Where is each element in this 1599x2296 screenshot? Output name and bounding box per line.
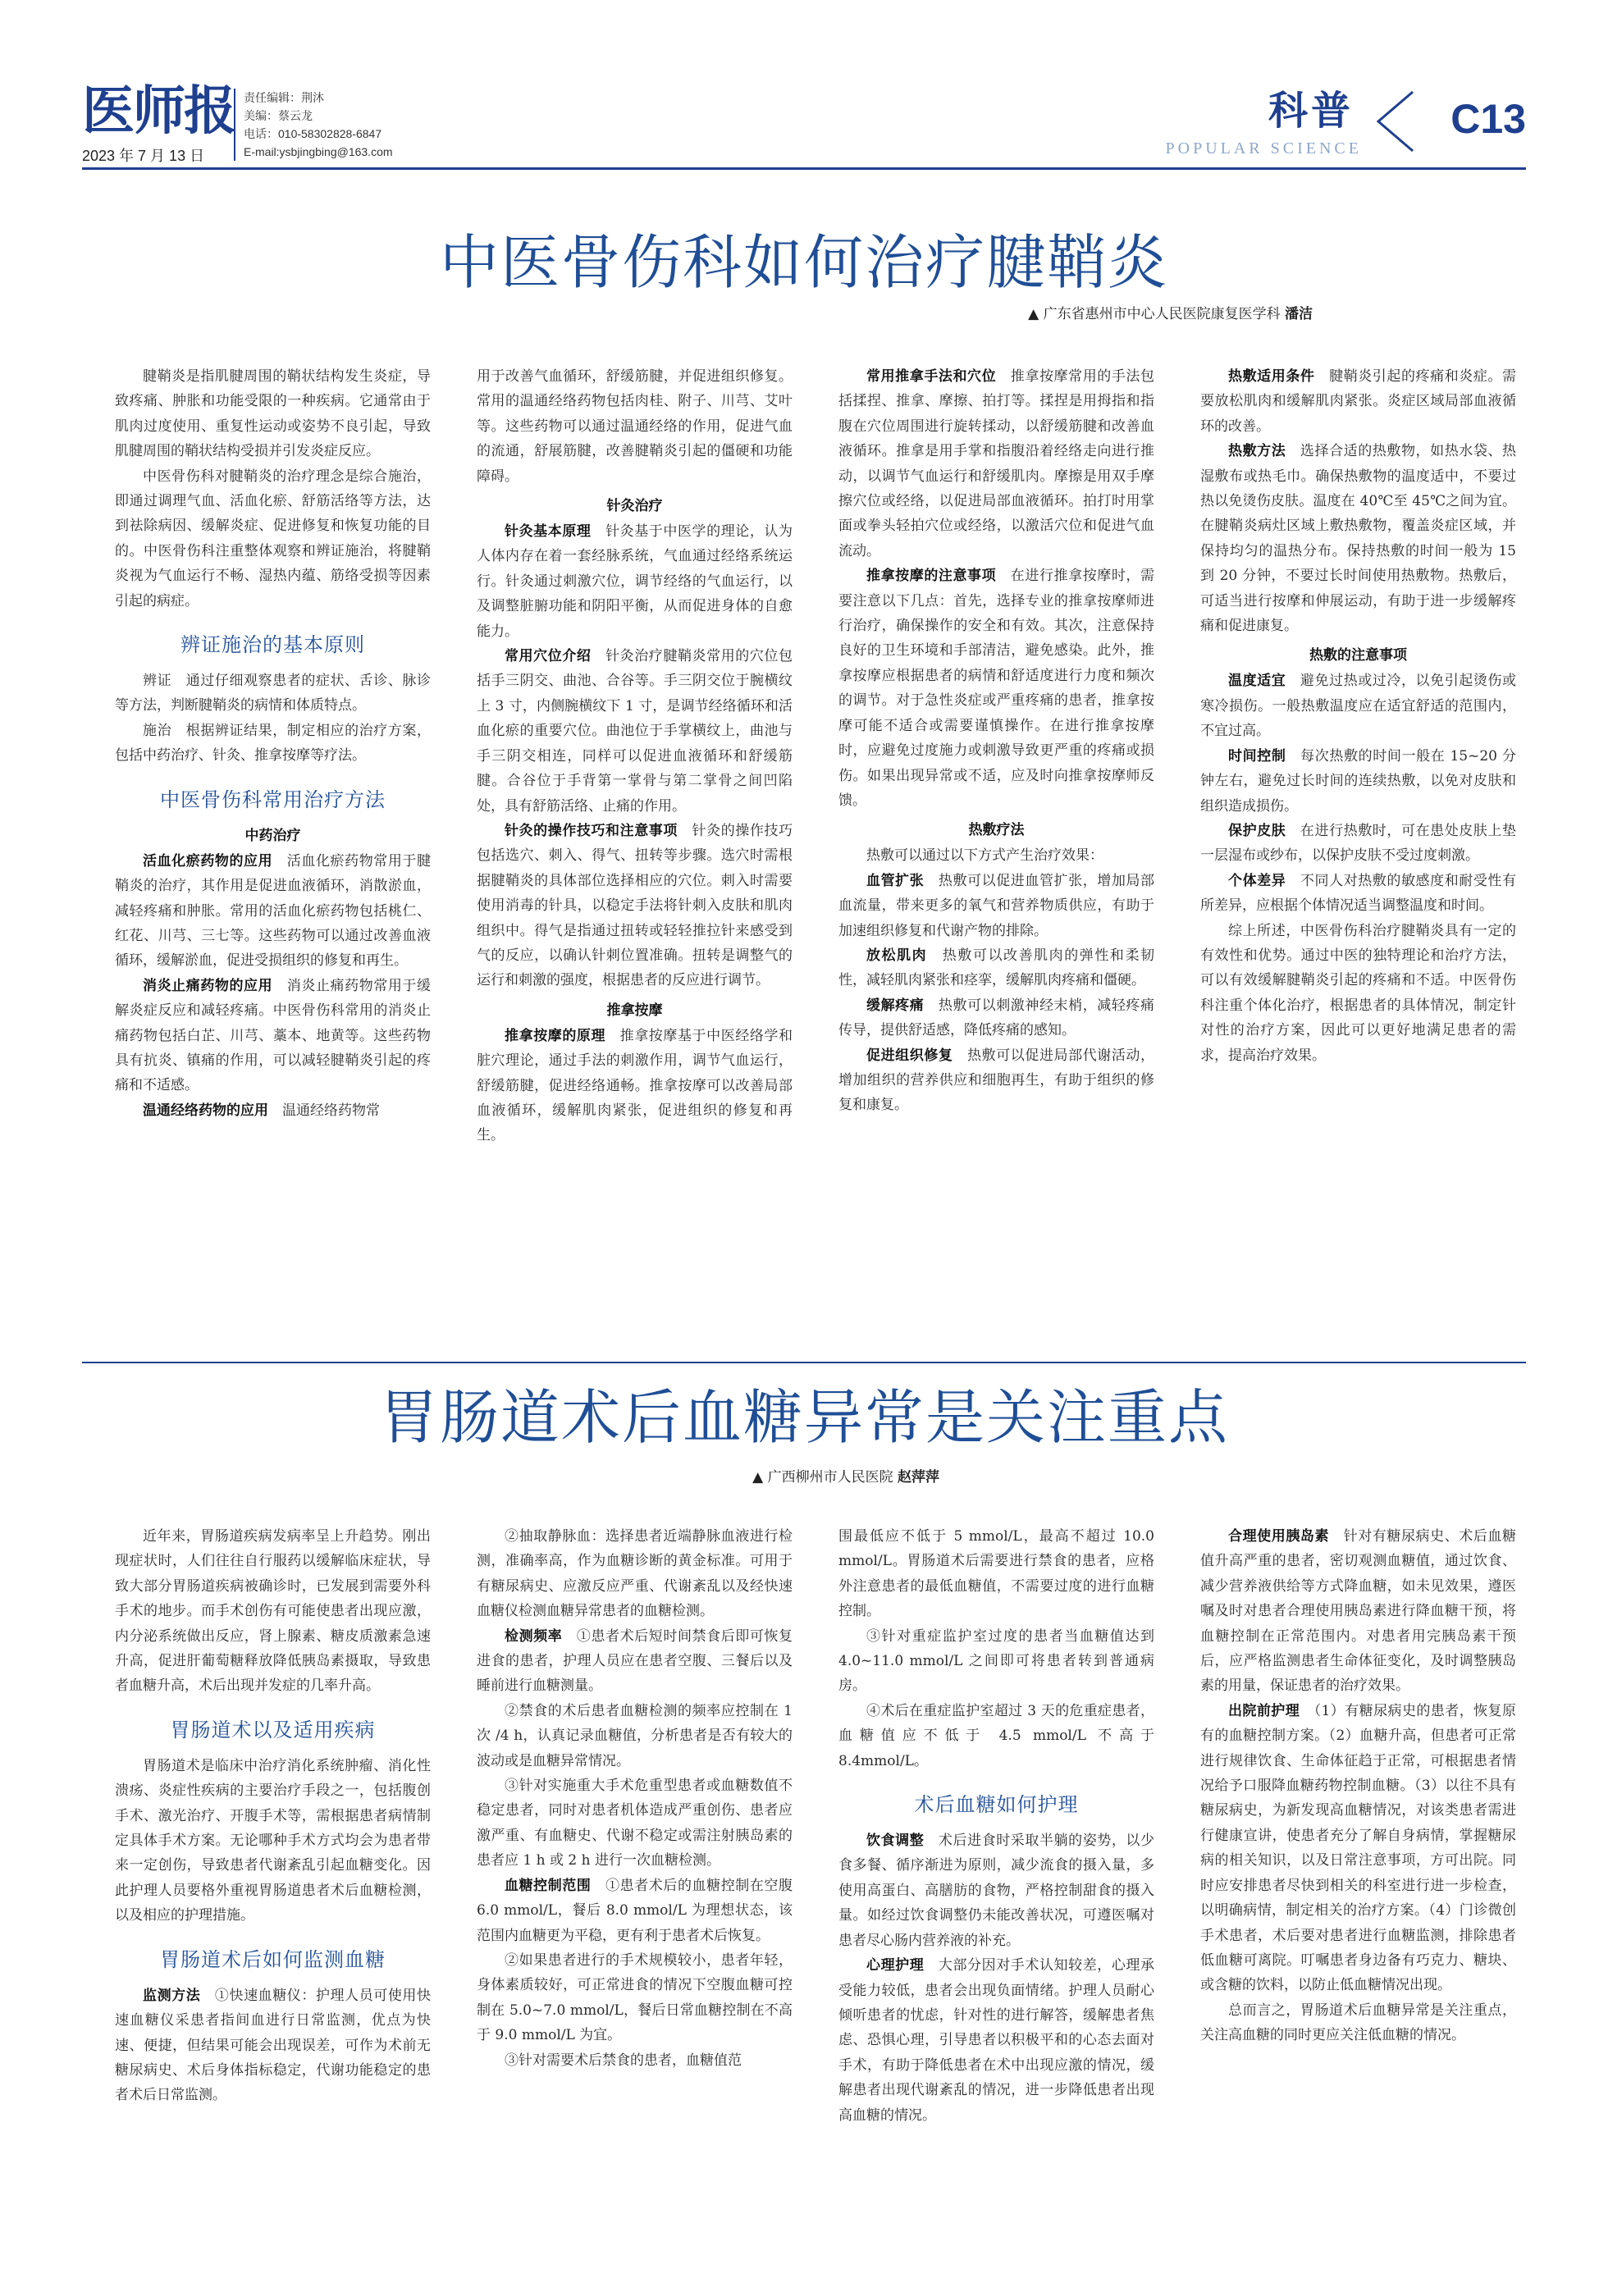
- chevron-left-icon: [1370, 89, 1419, 154]
- paragraph: [477, 2048, 793, 2073]
- paragraph: [838, 564, 1154, 813]
- paragraph-lead: 常用穴位介绍: [505, 648, 592, 665]
- article2-byline: [82, 1465, 939, 1486]
- paragraph-lead: 促进组织修复: [866, 1047, 953, 1064]
- paragraph-lead: 常用推拿手法和穴位: [866, 368, 997, 385]
- paragraph-text: ②如果患者进行的手术规模较小，患者年轻，身体素质较好，可正常进食的情况下空腹血糖可控制在 5.0~7.0 mmol/L，餐后日常血糖控制在不高于 9.0 mmol/L 为宜。: [477, 1951, 793, 2044]
- paragraph-text: 热敷可以通过以下方式产生治疗效果：: [866, 847, 1103, 865]
- paragraph: [477, 1024, 793, 1148]
- text-column: [1200, 364, 1516, 1308]
- subsection-heading: 中药治疗: [244, 827, 301, 844]
- paragraph: [477, 644, 793, 819]
- article-divider: [82, 1362, 1526, 1363]
- paragraph: [838, 869, 1154, 943]
- paragraph: [1200, 1699, 1516, 1998]
- paragraph: [115, 464, 431, 614]
- paragraph-lead: 监测方法: [143, 1987, 201, 2004]
- article1-body: [115, 364, 1516, 1308]
- paragraph-text: 腱鞘炎是指肌腱周围的鞘状结构发生炎症，导致疼痛、肿胀和功能受限的一种疾病。它通常由于肌肉过度使用、重复性运动或姿势不良引起，导致肌腱周围的鞘状结构受损并引发炎症反应。: [115, 368, 431, 460]
- paragraph-text: 热敷可以促进血管扩张，增加局部血流量，带来更多的氧气和营养物质供应，有助于加速组织修复和代谢产物的排除。: [838, 872, 1154, 939]
- paragraph: [1200, 1998, 1516, 2048]
- paragraph-text: ②抽取静脉血：选择患者近端静脉血液进行检测，准确率高，作为血糖诊断的黄金标准。可用于有糖尿病史、应激反应严重、代谢紊乱以及经快速血糖仪检测血糖异常患者的血糖检测。: [477, 1528, 793, 1620]
- paragraph-text: 胃肠道术是临床中治疗消化系统肿瘤、消化性溃疡、炎症性疾病的主要治疗手段之一，包括腹创手术、激光治疗、开腹手术等，需根据患者病情制定具体手术方案。无论哪种手术方式均会为患者带来一定创伤，导致患者代谢紊乱引起血糖变化。因此护理人员要格外重视胃肠道患者术后血糖检测，以及相应的护理措施。: [115, 1757, 431, 1924]
- paragraph-lead: 饮食调整: [866, 1833, 925, 1850]
- paragraph-lead: 推拿按摩的注意事项: [866, 568, 997, 585]
- paragraph: [1200, 669, 1516, 743]
- paragraph-text: 术后进食时采取半躺的姿势，以少食多餐、循序渐进为原则，减少流食的摄入量，多使用高蛋白、高膳肪的食物，严格控制甜食的摄入量。如经过饮食调整仍未能改善状况，可遵医嘱对患者尽心肠内营养液的补充。: [838, 1833, 1154, 1949]
- byline-org: 广西柳州市人民医院: [767, 1469, 893, 1486]
- text-column: [477, 364, 793, 1308]
- triangle-icon: ▲: [752, 1469, 768, 1486]
- article2-body: [115, 1524, 1516, 2246]
- article2-title: 胃肠道术后血糖异常是关注重点: [378, 1383, 1229, 1452]
- section-title-en: POPULAR SCIENCE: [1165, 139, 1362, 157]
- masthead: [82, 82, 1526, 164]
- subsection-heading: 针灸治疗: [606, 498, 663, 515]
- paragraph: [1200, 439, 1516, 638]
- paragraph-text: 针灸基于中医学的理论，认为人体内存在着一套经脉系统，气血通过经络系统运行。针灸通过刺激穴位，调节经络的气血运行，以及调整脏腑功能和阴阳平衡，从而促进身体的自愈能力。: [477, 523, 793, 640]
- paragraph: [477, 364, 793, 489]
- issue-date: 2023 年 7 月 13 日: [82, 148, 205, 164]
- paragraph: [838, 843, 1154, 868]
- paragraph-text: 中医骨伤科对腱鞘炎的治疗理念是综合施治，即通过调理气血、活血化瘀、舒筋活络等方法，达到祛除病因、缓解炎症、促进修复和恢复功能的目的。中医骨伤科注重整体观察和辨证施治，将腱鞘炎视为气血运行不畅、湿热内蕴、筋络受损等因素引起的病症。: [115, 468, 431, 609]
- paragraph-text: 避免过热或过冷，以免引起烫伤或寒冷损伤。一般热敷温度应在适宜舒适的范围内，不宜过高。: [1200, 673, 1516, 740]
- paragraph-lead: 时间控制: [1228, 747, 1286, 765]
- paragraph-text: 温通经络药物常: [268, 1102, 380, 1119]
- article1-title: 中医骨伤科如何治疗腱鞘炎: [439, 228, 1168, 297]
- paragraph-text: 施治 根据辨证结果，制定相应的治疗方案，包括中药治疗、针灸、推拿按摩等疗法。: [115, 722, 431, 765]
- paragraph-text: 综上所述，中医骨伤科治疗腱鞘炎具有一定的有效性和优势。通过中医的独特理论和治疗方法，可以有效缓解腱鞘炎引起的疼痛和不适。中医骨伤科注重个体化治疗，根据患者的具体情况，制定针对性的治疗方案，因此可以更好地满足患者的需求，提高治疗效果。: [1200, 922, 1516, 1064]
- paragraph: [115, 974, 431, 1098]
- paragraph: [1200, 364, 1516, 439]
- paragraph: [1200, 744, 1516, 819]
- paragraph: [115, 1098, 431, 1123]
- phone-line: 电话：010-58302828-6847: [244, 127, 382, 140]
- paragraph-text: 用于改善气血循环，舒缓筋腱，并促进组织修复。常用的温通经络药物包括肉桂、附子、川芎、艾叶等。这些药物可以通过温通经络的作用，促进气血的流通，舒展筋腱，改善腱鞘炎引起的僵硬和功能障碍。: [477, 368, 793, 485]
- email-line: E-mail:ysbjingbing@163.com: [244, 145, 393, 158]
- paragraph-text: ①患者术后短时间禁食后即可恢复进食的患者，护理人员应在患者空腹、三餐后以及睡前进行血糖测量。: [477, 1627, 793, 1695]
- paragraph-text: ②禁食的术后患者血糖检测的频率应控制在 1 次 /4 h，认真记录血糖值，分析患者是否有较大的波动或是血糖异常情况。: [477, 1702, 793, 1769]
- paragraph-lead: 热敷方法: [1228, 443, 1286, 460]
- paragraph: [838, 364, 1154, 564]
- section-title: 科普: [1268, 88, 1354, 134]
- paragraph-text: 活血化瘀药物常用于腱鞘炎的治疗，其作用是促进血液循环，消散淤血，减轻疼痛和肿胀。常用的活血化瘀药物包括桃仁、红花、川芎、三七等。这些药物可以通过改善血液循环，缓解淤血，促进受损组织的修复和再生。: [115, 852, 431, 970]
- paragraph: [115, 719, 431, 769]
- byline-author: 潘洁: [1285, 306, 1313, 322]
- text-column: [838, 1524, 1154, 2246]
- paragraph-lead: 针灸的操作技巧和注意事项: [505, 822, 678, 839]
- paragraph-text: ④术后在重症监护室超过 3 天的危重症患者，血糖值应不低于 4.5 mmol/L 不高于 8.4mmol/L。: [838, 1702, 1154, 1769]
- paragraph-text: 围最低应不低于 5 mmol/L，最高不超过 10.0 mmol/L。胃肠道术后需要进行禁食的患者，应格外注意患者的最低血糖值，不需要过度的进行血糖控制。: [838, 1528, 1154, 1620]
- paragraph-lead: 活血化瘀药物的应用: [143, 852, 273, 870]
- paragraph: [1200, 1524, 1516, 1699]
- subsection-heading: 热敷的注意事项: [1309, 647, 1407, 664]
- masthead-rule: [82, 167, 1526, 170]
- paragraph: [477, 1874, 793, 1948]
- text-column: [115, 364, 431, 1308]
- paragraph-text: 热敷可以改善肌肉的弹性和柔韧性，减轻肌肉紧张和痉挛，缓解肌肉疼痛和僵硬。: [838, 947, 1154, 989]
- paragraph-text: 推拿按摩常用的手法包括揉捏、推拿、摩擦、拍打等。揉捏是用拇指和指腹在穴位周围进行旋转揉动，以舒缓筋腱和改善血液循环。推拿是用手掌和指腹沿着经络走向进行推动，以调节气血运行和舒缓肌肉。摩擦是用双手摩擦穴位或经络，以促进局部血液循环。拍打时用掌面或拳头轻拍穴位或经络，以激活穴位和促进气血流动。: [838, 368, 1154, 559]
- paragraph-lead: 放松肌肉: [866, 947, 928, 964]
- paragraph-text: 近年来，胃肠道疾病发病率呈上升趋势。刚出现症状时，人们往往自行服药以缓解临床症状，导致大部分胃肠道疾病被确诊时，已发展到需要外科手术的地步。而手术创伤有可能使患者出现应激，内分泌系统做出反应，肾上腺素、糖皮质激素急速升高，促进肝葡萄糖释放降低胰岛素摄取，导致患者血糖升高，术后出现并发症的几率升高。: [115, 1528, 431, 1695]
- paragraph-text: 腱鞘炎引起的疼痛和炎症。需要放松肌肉和缓解肌肉紧张。炎症区域局部血液循环的改善。: [1200, 368, 1516, 435]
- paragraph: [477, 1773, 793, 1874]
- editor-line: 责任编辑：荆沐: [244, 91, 324, 104]
- paragraph-lead: 推拿按摩的原理: [505, 1027, 606, 1044]
- paragraph: [477, 1624, 793, 1699]
- paragraph-text: 选择合适的热敷物，如热水袋、热湿敷布或热毛巾。确保热敷物的温度适中，不要过热以免烫伤皮肤。温度在 40℃至 45℃之间为宜。在腱鞘炎病灶区域上敷热敷物，覆盖炎症区域，并保持均匀的温热分布。保持热敷的时间一般为 15 到 20 分钟，不要过长时间使用热敷物。热敷后，可适当进行按摩和伸展运动，有助于进一步缓解疼痛和促进康复。: [1200, 443, 1516, 635]
- paragraph: [477, 1699, 793, 1773]
- paragraph: [115, 1983, 431, 2108]
- paragraph-lead: 血管扩张: [866, 872, 925, 889]
- paragraph: [838, 1953, 1154, 2128]
- paragraph-lead: 热敷适用条件: [1228, 368, 1315, 385]
- paragraph-lead: 消炎止痛药物的应用: [143, 977, 273, 994]
- paragraph: [477, 1524, 793, 1624]
- paragraph-lead: 针灸基本原理: [505, 523, 592, 541]
- newspaper-logo: 医师报: [82, 80, 235, 142]
- paragraph-text: 大部分因对手术认知较差，心理承受能力较低，患者会出现负面情绪。护理人员耐心倾听患者的忧虑，针对性的进行解答，缓解患者焦虑、恐惧心理，引导患者以积极平和的心态去面对手术，有助于降低患者在术中出现应激的情况，缓解患者出现代谢紊乱的情况，进一步降低患者出现高血糖的情况。: [838, 1957, 1154, 2124]
- paragraph-lead: 温通经络药物的应用: [143, 1102, 268, 1119]
- paragraph: [115, 849, 431, 974]
- section-heading: 胃肠道术以及适用疾病: [170, 1718, 376, 1741]
- paragraph: [1200, 869, 1516, 919]
- page-number: C13: [1451, 96, 1526, 142]
- paragraph-lead: 血糖控制范围: [505, 1877, 592, 1894]
- paragraph: [838, 1828, 1154, 1953]
- paragraph-lead: 保护皮肤: [1228, 822, 1286, 839]
- paragraph-lead: 检测频率: [505, 1627, 563, 1645]
- paragraph-text: 推拿按摩基于中医经络学和脏穴理论，通过手法的刺激作用，调节气血运行，舒缓筋腱，促进经络通畅。推拿按摩可以改善局部血液循环，缓解肌肉紧张，促进组织的修复和再生。: [477, 1027, 793, 1144]
- paragraph-lead: 个体差异: [1228, 872, 1286, 889]
- paragraph-lead: 心理护理: [866, 1957, 925, 1974]
- byline-org: 广东省惠州市中心人民医院康复医学科: [1043, 306, 1281, 322]
- paragraph-text: ③针对需要术后禁食的患者，血糖值范: [505, 2052, 742, 2069]
- paragraph-text: ①患者术后的血糖控制在空腹 6.0 mmol/L，餐后 8.0 mmol/L 为理想状态，该范围内血糖更为平稳，更有利于患者术后恢复。: [477, 1877, 793, 1944]
- paragraph: [838, 1699, 1154, 1773]
- paragraph-text: ①快速血糖仪：护理人员可使用快速血糖仪采患者指间血进行日常监测，优点为快速、便捷，但结果可能会出现误差，可作为术前无糖尿病史、术后身体指标稳定，代谢功能稳定的患者术后日常监测。: [115, 1987, 431, 2104]
- designer-line: 美编：蔡云龙: [244, 109, 313, 122]
- paragraph: [477, 819, 793, 993]
- paragraph: [838, 1043, 1154, 1118]
- paragraph-text: 针灸治疗腱鞘炎常用的穴位包括手三阴交、曲池、合谷等。手三阴交位于腕横纹上 3 寸，内侧腕横纹下 1 寸，是调节经络循环和活血化瘀的重要穴位。曲池位于手掌横纹上，曲池与手三阴交相连，同样可以促进血液循环和舒缓筋腱。合谷位于手背第一掌骨与第二掌骨之间凹陷处，具有舒筋活络、止痛的作用。: [477, 648, 793, 815]
- paragraph: [838, 993, 1154, 1043]
- paragraph: [1200, 819, 1516, 869]
- text-column: [477, 1524, 793, 2246]
- paragraph: [115, 1524, 431, 1699]
- paragraph-text: （1）有糖尿病史的患者，恢复原有的血糖控制方案。（2）血糖升高，但患者可正常进行规律饮食、生命体征趋于正常，可根据患者情况给予口服降血糖药物控制血糖。（3）以往不具有糖尿病史，为新发现高血糖情况，对该类患者需进行健康宣讲，使患者充分了解自身病情，掌握糖尿病的相关知识，以及日常注意事项，方可出院。同时应安排患者尽快到相关的科室进行进一步检查，以明确病情，制定相关的治疗方案。（4）门诊微创手术患者，术后要对患者进行血糖监测，排除患者低血糖可离院。叮嘱患者身边备有巧克力、糖块、或含糖的饮料，以防止低血糖情况出现。: [1200, 1702, 1516, 1994]
- paragraph-lead: 缓解疼痛: [866, 997, 925, 1014]
- paragraph-text: 在进行热敷时，可在患处皮肤上垫一层湿布或纱布，以保护皮肤不受过度刺激。: [1200, 822, 1516, 865]
- paragraph-text: 热敷可以促进局部代谢活动，增加组织的营养供应和细胞再生，有助于组织的修复和康复。: [838, 1047, 1154, 1114]
- paragraph: [477, 1948, 793, 2048]
- paragraph-lead: 合理使用胰岛素: [1228, 1528, 1330, 1545]
- section-heading: 辨证施治的基本原则: [180, 633, 365, 657]
- paragraph-text: 辨证 通过仔细观察患者的症状、舌诊、脉诊等方法，判断腱鞘炎的病情和体质特点。: [115, 673, 431, 714]
- paragraph-text: ③针对重症监护室过度的患者当血糖值达到 4.0~11.0 mmol/L 之间即可将患者转到普通病房。: [838, 1627, 1154, 1695]
- paragraph-text: 针对有糖尿病史、术后血糖值升高严重的患者，密切观测血糖值，通过饮食、减少营养液供给等方式降血糖，如未见效果，遵医嘱及时对患者合理使用胰岛素进行降血糖干预，将血糖控制在正常范围内。对患者用完胰岛素干预后，应严格监测患者生命体征变化，及时调整胰岛素的用量，保证患者的治疗效果。: [1200, 1528, 1516, 1695]
- paragraph-text: 每次热敷的时间一般在 15~20 分钟左右，避免过长时间的连续热敷，以免对皮肤和组织造成损伤。: [1200, 747, 1516, 815]
- section-heading: 中医骨伤科常用治疗方法: [160, 787, 386, 811]
- subsection-heading: 热敷疗法: [968, 822, 1025, 839]
- paragraph: [115, 1754, 431, 1929]
- paragraph-text: 消炎止痛药物常用于缓解炎症反应和减轻疼痛。中医骨伤科常用的消炎止痛药物包括白芷、川芎、藁本、地黄等。这些药物具有抗炎、镇痛的作用，可以减轻腱鞘炎引起的疼痛和不适感。: [115, 977, 431, 1094]
- paragraph-lead: 温度适宜: [1228, 673, 1286, 690]
- paragraph-text: 热敷可以刺激神经末梢，减轻疼痛传导，提供舒适感，降低疼痛的感知。: [838, 997, 1154, 1039]
- article1-byline: [82, 302, 1313, 322]
- subsection-heading: 推拿按摩: [606, 1002, 663, 1019]
- paragraph-text: 在进行推拿按摩时，需要注意以下几点：首先，选择专业的推拿按摩师进行治疗，确保操作的安全和有效。其次，注意保持良好的卫生环境和手部清洁，避免感染。此外，推拿按摩应根据患者的病情和舒适度进行力度和频次的调节。对于急性炎症或严重疼痛的患者，推拿按摩可能不适合或需要谨慎操作。在进行推拿按摩时，应避免过度施力或刺激导致更严重的疼痛或损伤。如果出现异常或不适，应及时向推拿按摩师反馈。: [838, 568, 1154, 809]
- paragraph: [115, 669, 431, 719]
- paragraph-text: 针灸的操作技巧包括选穴、刺入、得气、扭转等步骤。选穴时需根据腱鞘炎的具体部位选择相应的穴位。刺入时需要使用消毒的针具，以稳定手法将针刺入皮肤和肌肉组织中。得气是指通过扭转或轻轻推拉针来感受到气的反应，以确认针刺位置准确。扭转是调整气的运行和刺激的强度，根据患者的反应进行调节。: [477, 822, 793, 989]
- paragraph-text: ③针对实施重大手术危重型患者或血糖数值不稳定患者，同时对患者机体造成严重创伤、患者应激严重、有血糖史、代谢不稳定或需注射胰岛素的患者应 1 h 或 2 h 进行一次血糖检测。: [477, 1778, 793, 1869]
- editor-info: [234, 89, 393, 161]
- text-column: [838, 364, 1154, 1308]
- text-column: [1200, 1524, 1516, 2246]
- paragraph: [838, 1524, 1154, 1624]
- paragraph: [838, 1624, 1154, 1699]
- byline-author: 赵萍萍: [898, 1469, 939, 1486]
- paragraph-text: 总而言之，胃肠道术后血糖异常是关注重点，关注高血糖的同时更应关注低血糖的情况。: [1200, 2002, 1516, 2044]
- paragraph-text: 不同人对热敷的敏感度和耐受性有所差异，应根据个体情况适当调整温度和时间。: [1200, 872, 1516, 915]
- paragraph: [1200, 919, 1516, 1068]
- section-heading: 术后血糖如何护理: [914, 1793, 1079, 1817]
- paragraph: [477, 519, 793, 644]
- text-column: [115, 1524, 431, 2246]
- paragraph: [115, 364, 431, 464]
- triangle-icon: ▲: [1028, 306, 1044, 322]
- section-heading: 胃肠道术后如何监测血糖: [160, 1947, 386, 1971]
- paragraph-lead: 出院前护理: [1228, 1702, 1300, 1719]
- paragraph: [838, 943, 1154, 993]
